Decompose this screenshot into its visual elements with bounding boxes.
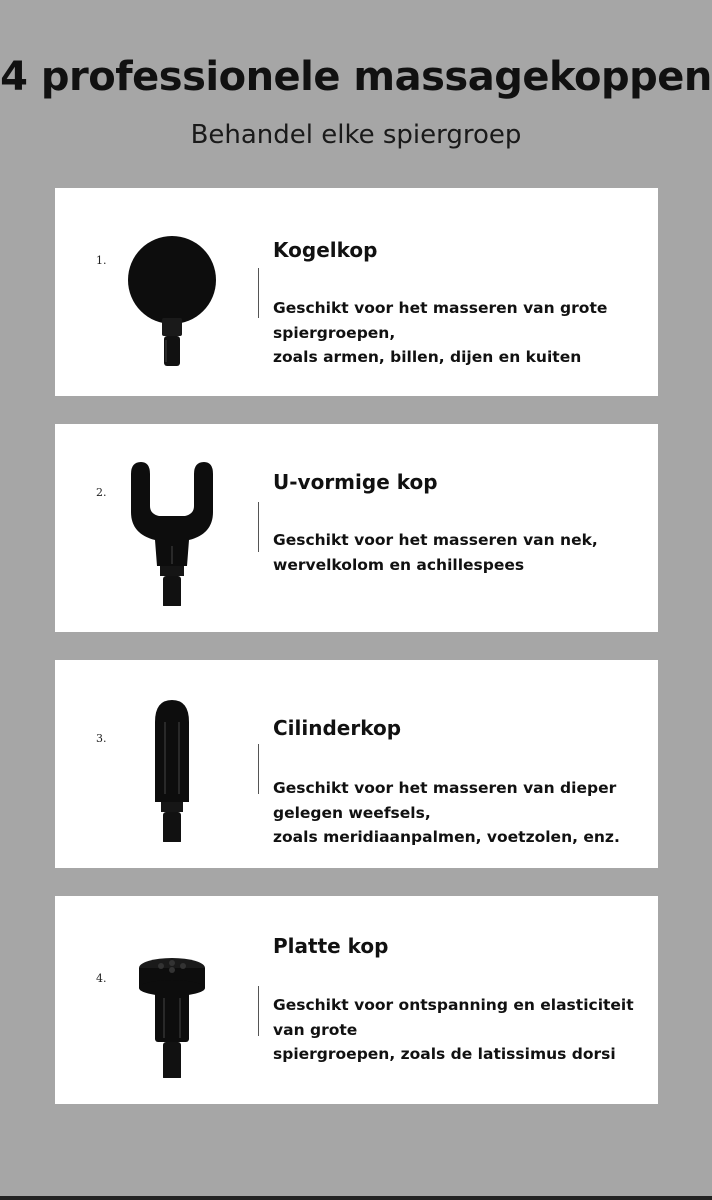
head-name: Platte kop	[273, 934, 389, 958]
head-description	[273, 993, 643, 1067]
card-number: 3.	[96, 732, 107, 745]
description-line: Geschikt voor het masseren van dieper	[273, 779, 617, 797]
head-description	[273, 296, 643, 370]
divider-line	[258, 744, 259, 794]
description-line: zoals armen, billen, dijen en kuiten	[273, 348, 582, 366]
head-description	[273, 776, 643, 850]
head-name: Kogelkop	[273, 238, 378, 262]
bottom-border	[0, 1196, 712, 1200]
divider-line	[258, 986, 259, 1036]
head-description	[273, 528, 643, 577]
fork-head-icon	[117, 446, 227, 606]
flat-head-icon	[117, 918, 227, 1078]
divider-line	[258, 502, 259, 552]
description-line: wervelkolom en achillespees	[273, 555, 525, 574]
card-number: 1.	[96, 254, 107, 267]
description-line: spiergroepen, zoals de latissimus dorsi	[273, 1045, 616, 1063]
description-line: spiergroepen,	[273, 323, 396, 342]
card-number: 2.	[96, 486, 107, 499]
description-line: Geschikt voor het masseren van nek,	[273, 531, 598, 549]
description-line: gelegen weefsels,	[273, 803, 431, 822]
bullet-head-icon	[117, 682, 227, 842]
page-subtitle: Behandel elke spiergroep	[190, 120, 522, 150]
description-line: Geschikt voor ontspanning en elasticiteit	[273, 996, 634, 1014]
massage-head-card-fork	[55, 424, 658, 632]
description-line: van grote	[273, 1020, 358, 1039]
page-title: 4 professionele massagekoppen	[0, 54, 712, 100]
massage-head-card-bullet	[55, 660, 658, 868]
massage-head-card-flat	[55, 896, 658, 1104]
description-line: zoals meridiaanpalmen, voetzolen, enz.	[273, 828, 620, 846]
ball-head-icon	[117, 210, 227, 370]
massage-head-card-ball	[55, 188, 658, 396]
card-number: 4.	[96, 972, 107, 985]
head-name: Cilinderkop	[273, 716, 402, 740]
head-name: U-vormige kop	[273, 470, 438, 494]
divider-line	[258, 268, 259, 318]
description-line: Geschikt voor het masseren van grote	[273, 299, 608, 317]
